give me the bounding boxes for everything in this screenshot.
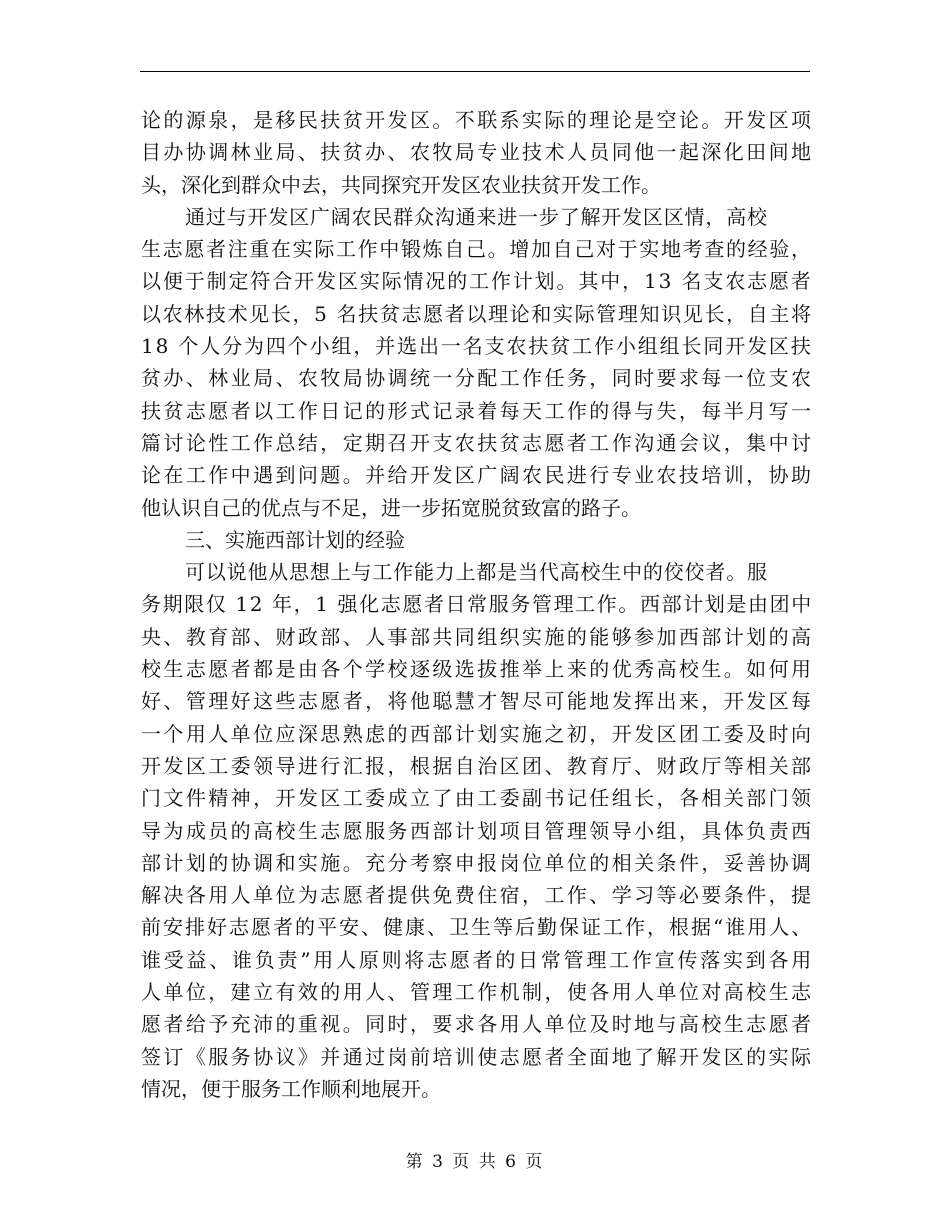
text-line: 门文件精神，开发区工委成立了由工委副书记任组长，各相关部门领 <box>141 786 814 811</box>
text-line: 前安排好志愿者的平安、健康、卫生等后勤保证工作，根据“谁用人、 <box>141 915 814 940</box>
text-line: 可以说他从思想上与工作能力上都是当代高校生中的佼佼者。服 <box>185 560 768 585</box>
text-line: 论的源泉，是移民扶贫开发区。不联系实际的理论是空论。开发区项 <box>141 108 814 132</box>
header-rule <box>140 71 810 72</box>
text-line: 央、教育部、财政部、人事部共同组织实施的能够参加西部计划的高 <box>141 624 814 649</box>
text-line: 以便于制定符合开发区实际情况的工作计划。其中，13 名支农志愿者 <box>141 269 813 294</box>
body-text <box>141 104 814 1105</box>
text-line: 论在工作中遇到问题。并给开发区广阔农民进行专业农技培训，协助 <box>141 463 814 488</box>
text-line: 情况，便于服务工作顺利地展开。 <box>141 1076 441 1101</box>
text-line: 他认识自己的优点与不足，进一步拓宽脱贫致富的路子。 <box>141 495 641 520</box>
text-line: 生志愿者注重在实际工作中锻炼自己。增加自己对于实地考查的经验， <box>141 237 813 262</box>
text-line: 通过与开发区广阔农民群众沟通来进一步了解开发区区情，高校 <box>185 204 768 229</box>
text-line: 解决各用人单位为志愿者提供免费住宿，工作、学习等必要条件，提 <box>141 883 814 908</box>
text-line: 签订《服务协议》并通过岗前培训使志愿者全面地了解开发区的实际 <box>141 1044 814 1069</box>
text-line: 以农林技术见长，5 名扶贫志愿者以理论和实际管理知识见长，自主将 <box>141 301 813 326</box>
text-line: 好、管理好这些志愿者，将他聪慧才智尽可能地发挥出来，开发区每 <box>141 689 814 714</box>
text-line: 导为成员的高校生志愿服务西部计划项目管理领导小组，具体负责西 <box>141 818 814 843</box>
text-line: 头，深化到群众中去，共同探究开发区农业扶贫开发工作。 <box>141 172 661 197</box>
text-line: 人单位，建立有效的用人、管理工作机制，使各用人单位对高校生志 <box>141 980 814 1005</box>
text-line: 一个用人单位应深思熟虑的西部计划实施之初，开发区团工委及时向 <box>141 721 814 746</box>
text-line: 目办协调林业局、扶贫办、农牧局专业技术人员同他一起深化田间地 <box>141 140 814 165</box>
text-line: 篇讨论性工作总结，定期召开支农扶贫志愿者工作沟通会议，集中讨 <box>141 430 814 455</box>
text-line: 部计划的协调和实施。充分考察申报岗位单位的相关条件，妥善协调 <box>141 850 814 875</box>
text-line: 扶贫志愿者以工作日记的形式记录着每天工作的得与失，每半月写一 <box>141 398 814 423</box>
text-line: 愿者给予充沛的重视。同时，要求各用人单位及时地与高校生志愿者 <box>141 1012 814 1037</box>
text-line: 18 个人分为四个小组，并选出一名支农扶贫工作小组组长同开发区扶 <box>141 334 813 359</box>
text-line: 三、实施西部计划的经验 <box>185 527 405 552</box>
text-line: 开发区工委领导进行汇报，根据自治区团、教育厅、财政厅等相关部 <box>141 753 814 778</box>
text-line: 务期限仅 12 年，1 强化志愿者日常服务管理工作。西部计划是由团中 <box>141 592 813 617</box>
page-footer: 第 3 页 共 6 页 <box>405 1152 545 1172</box>
text-line: 校生志愿者都是由各个学校逐级选拔推举上来的优秀高校生。如何用 <box>141 657 814 682</box>
text-line: 谁受益、谁负责”用人原则将志愿者的日常管理工作宣传落实到各用 <box>141 947 814 972</box>
text-line: 贫办、林业局、农牧局协调统一分配工作任务，同时要求每一位支农 <box>141 366 814 391</box>
